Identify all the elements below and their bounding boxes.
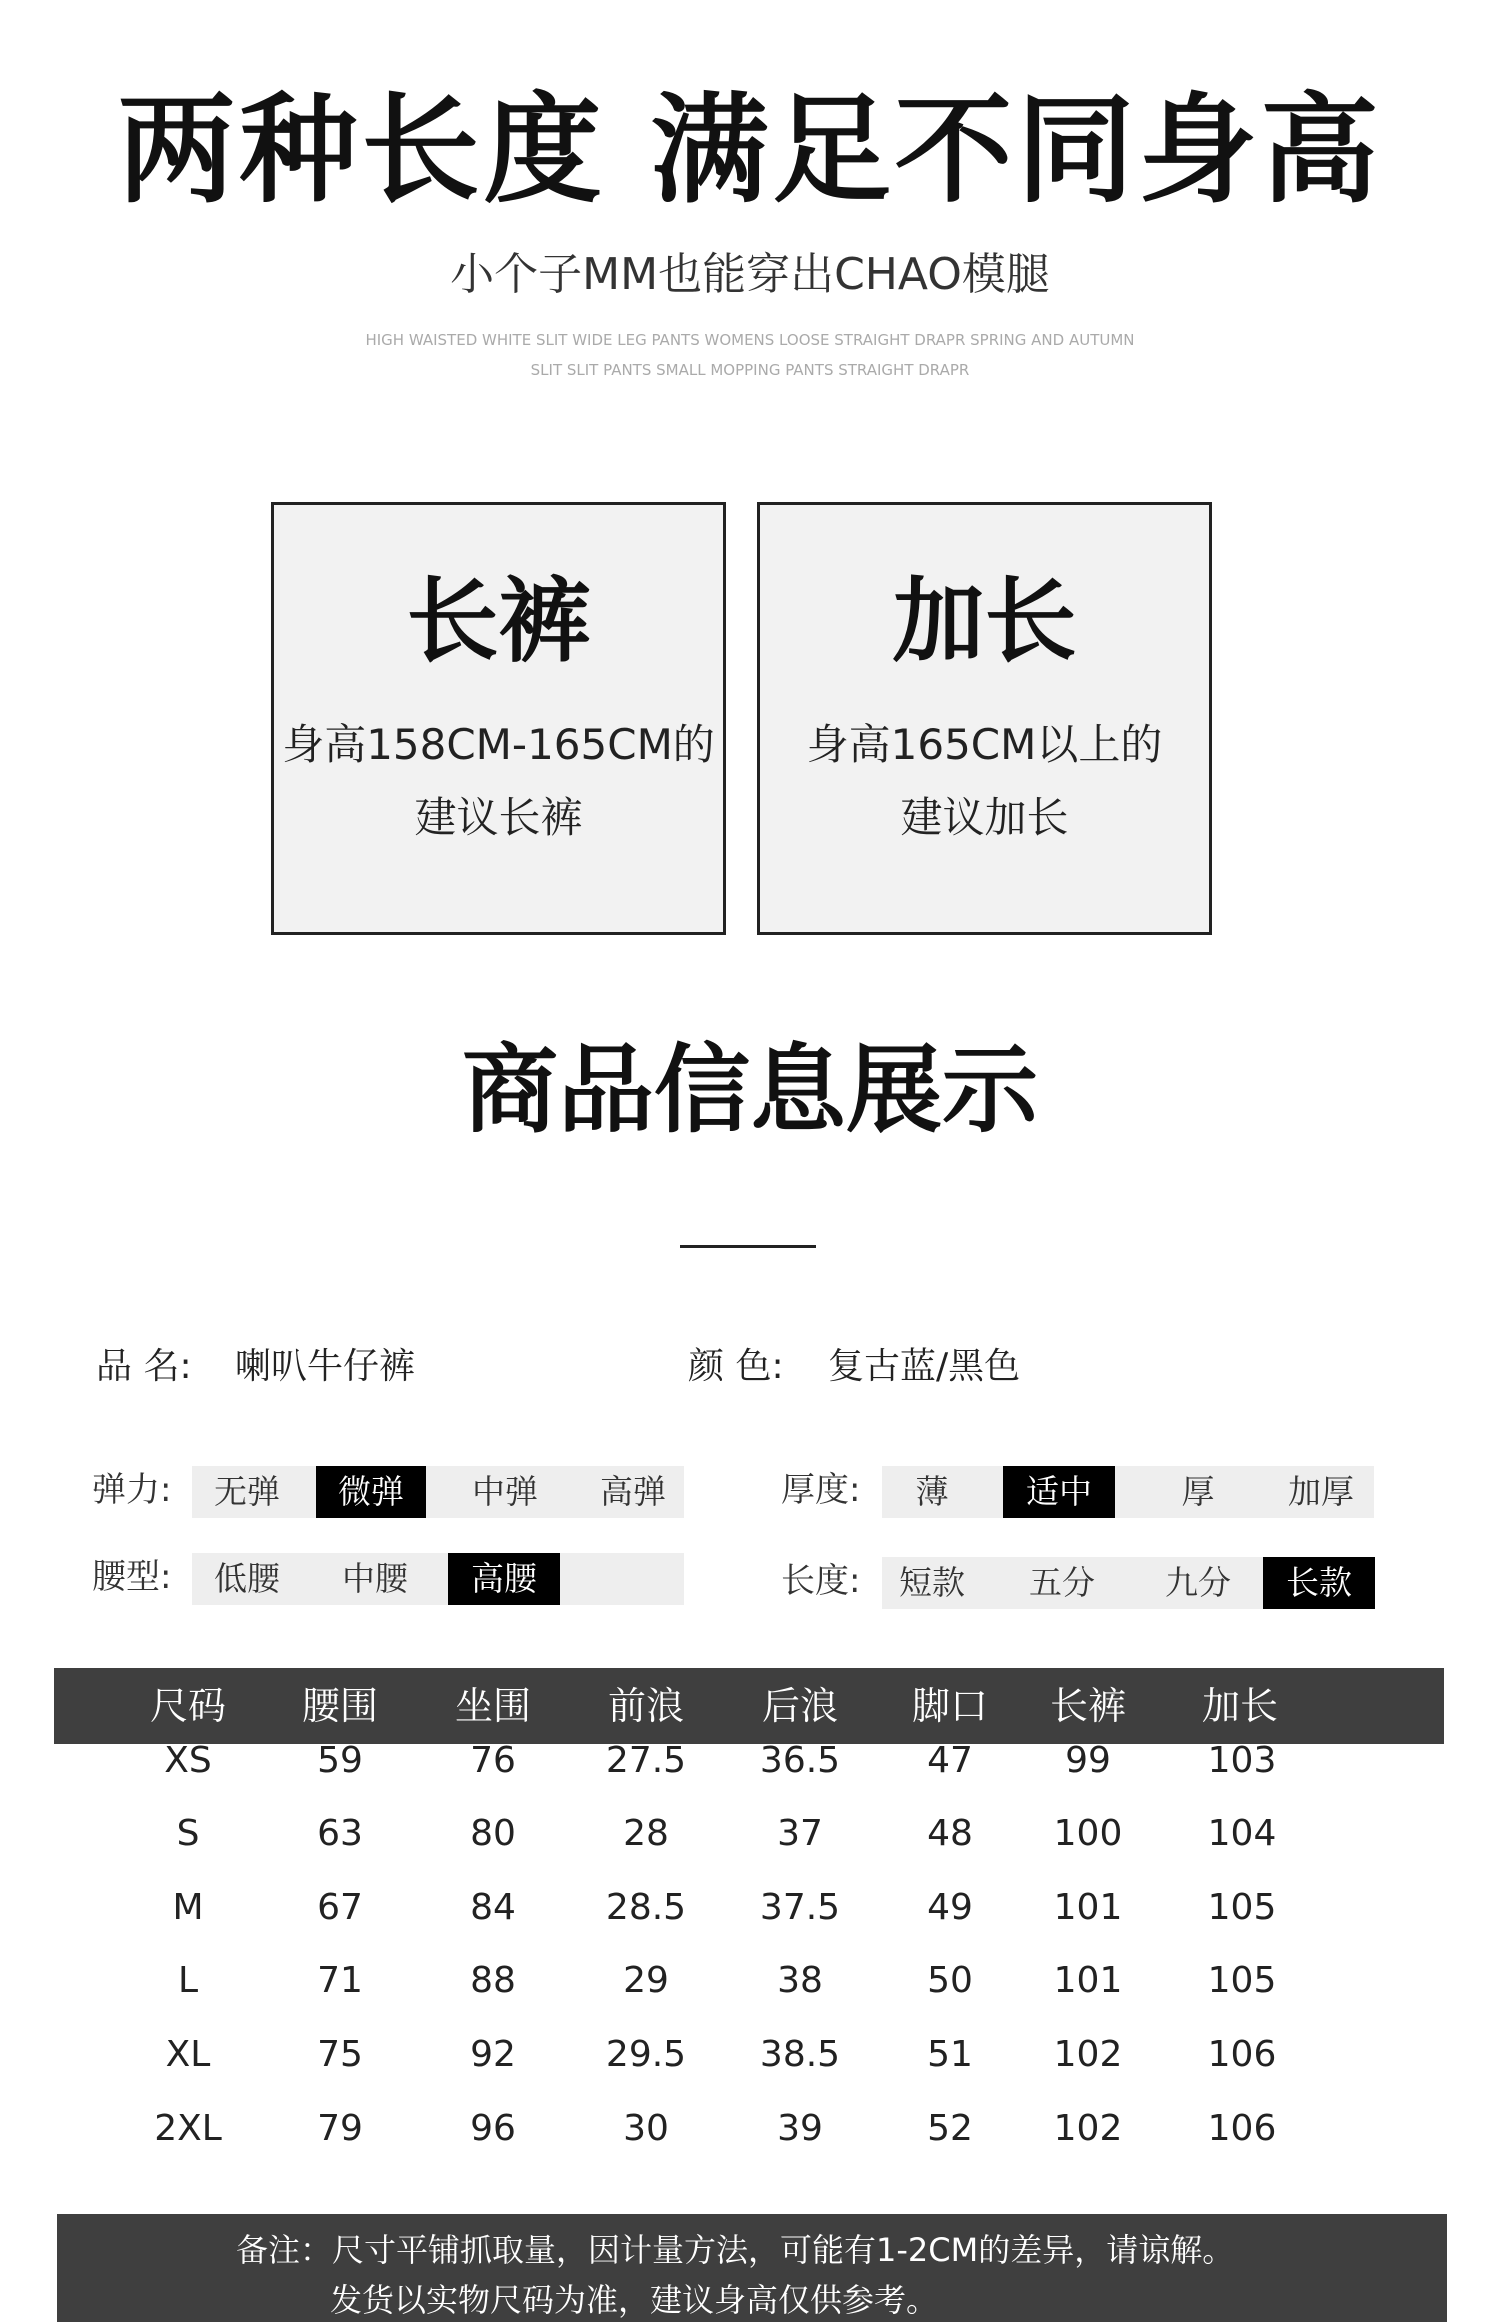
size-cell-value: 102: [1053, 2034, 1123, 2075]
size-cell-value: 79: [317, 2108, 363, 2149]
section-divider: [680, 1245, 816, 1248]
elasticity-option-none: 无弹: [214, 1472, 280, 1511]
size-cell-value: 100: [1053, 1813, 1123, 1854]
size-cell-value: 104: [1207, 1813, 1277, 1854]
size-cell-value: 47: [927, 1740, 973, 1781]
waist-option-low: 低腰: [214, 1559, 280, 1598]
elasticity-option-high: 高弹: [600, 1472, 666, 1511]
card-height-range: 身高158CM-165CM的: [282, 720, 715, 769]
size-cell-value: 36.5: [759, 1740, 841, 1781]
size-cell-value: 63: [317, 1813, 363, 1854]
note-line-2: 发货以实物尺码为准，建议身高仅供参考。: [330, 2281, 939, 2319]
product-name-value: 喇叭牛仔裤: [235, 1346, 416, 1387]
size-cell-size: 2XL: [154, 2108, 222, 2149]
thickness-option-medium-selected: 适中: [1003, 1466, 1115, 1518]
size-cell-value: 106: [1207, 2108, 1277, 2149]
size-cell-size: XL: [165, 2034, 211, 2075]
size-cell-value: 52: [927, 2108, 973, 2149]
size-header-hem: 脚口: [911, 1684, 988, 1728]
size-cell-value: 75: [317, 2034, 363, 2075]
size-header-size: 尺码: [149, 1684, 226, 1728]
size-cell-value: 92: [470, 2034, 516, 2075]
page-title: 两种长度 满足不同身高: [117, 81, 1383, 219]
card-title: 长裤: [406, 568, 591, 675]
size-cell-value: 37.5: [759, 1887, 841, 1928]
card-recommendation: 建议长裤: [414, 793, 583, 842]
size-cell-value: 84: [470, 1887, 516, 1928]
size-cell-value: 96: [470, 2108, 516, 2149]
section-title: 商品信息展示: [462, 1034, 1038, 1146]
card-title: 加长: [892, 568, 1077, 675]
english-caption-line-1: HIGH WAISTED WHITE SLIT WIDE LEG PANTS WOMENS LOOSE STRAIGHT DRAPR SPRING AND AUTUMN: [365, 331, 1135, 349]
length-label: 长度:: [781, 1561, 861, 1601]
card-height-range: 身高165CM以上的: [806, 720, 1163, 769]
waist-option-mid: 中腰: [342, 1559, 408, 1598]
size-cell-value: 38.5: [759, 2034, 841, 2075]
card-recommendation: 建议加长: [900, 793, 1069, 842]
size-cell-size: XS: [164, 1740, 212, 1781]
size-cell-value: 88: [470, 1960, 516, 2001]
size-cell-value: 37: [777, 1813, 823, 1854]
size-cell-value: 29: [623, 1960, 669, 2001]
english-caption-line-2: SLIT SLIT PANTS SMALL MOPPING PANTS STRAIGHT DRAPR: [530, 361, 970, 379]
page-subtitle: 小个子MM也能穿出CHAO模腿: [450, 249, 1050, 300]
size-cell-value: 71: [317, 1960, 363, 2001]
size-header-extended-length: 加长: [1201, 1684, 1278, 1728]
length-option-short: 短款: [899, 1563, 965, 1602]
size-cell-value: 59: [317, 1740, 363, 1781]
size-header-regular-length: 长裤: [1049, 1684, 1126, 1728]
size-cell-value: 105: [1207, 1887, 1277, 1928]
length-option-long-selected: 长款: [1263, 1557, 1375, 1609]
size-cell-value: 103: [1207, 1740, 1277, 1781]
thickness-option-extra-thick: 加厚: [1288, 1472, 1354, 1511]
size-cell-value: 27.5: [605, 1740, 687, 1781]
thickness-option-thick: 厚: [1181, 1472, 1215, 1511]
elasticity-option-medium: 中弹: [472, 1472, 538, 1511]
length-option-nine-tenths: 九分: [1165, 1563, 1231, 1602]
waist-label: 腰型:: [92, 1557, 172, 1597]
size-cell-value: 49: [927, 1887, 973, 1928]
elasticity-option-slight-selected: 微弹: [316, 1466, 426, 1518]
length-card-regular: [271, 502, 726, 935]
size-cell-value: 48: [927, 1813, 973, 1854]
size-cell-value: 29.5: [605, 2034, 687, 2075]
size-cell-value: 50: [927, 1960, 973, 2001]
size-cell-value: 99: [1065, 1740, 1111, 1781]
product-color-value: 复古蓝/黑色: [828, 1346, 1021, 1387]
size-cell-value: 28.5: [605, 1887, 687, 1928]
size-cell-size: L: [177, 1960, 199, 2001]
elasticity-label: 弹力:: [92, 1470, 172, 1510]
size-cell-value: 67: [317, 1887, 363, 1928]
size-header-back-rise: 后浪: [761, 1684, 838, 1728]
product-color-label: 颜 色:: [688, 1346, 784, 1387]
size-cell-value: 80: [470, 1813, 516, 1854]
size-cell-size: S: [176, 1813, 200, 1854]
size-cell-value: 38: [777, 1960, 823, 2001]
size-header-front-rise: 前浪: [607, 1684, 684, 1728]
size-cell-value: 28: [623, 1813, 669, 1854]
size-cell-value: 106: [1207, 2034, 1277, 2075]
note-line-1: 备注：尺寸平铺抓取量，因计量方法，可能有1-2CM的差异，请谅解。: [236, 2231, 1235, 2269]
size-cell-value: 101: [1053, 1960, 1123, 2001]
thickness-label: 厚度:: [781, 1470, 861, 1510]
size-cell-value: 30: [623, 2108, 669, 2149]
size-cell-value: 51: [927, 2034, 973, 2075]
size-cell-value: 101: [1053, 1887, 1123, 1928]
size-header-waist: 腰围: [301, 1684, 378, 1728]
size-cell-size: M: [172, 1887, 204, 1928]
size-cell-value: 102: [1053, 2108, 1123, 2149]
thickness-option-thin: 薄: [915, 1472, 949, 1511]
product-name-label: 品 名:: [96, 1346, 192, 1387]
length-card-extended: [757, 502, 1212, 935]
size-cell-value: 39: [777, 2108, 823, 2149]
size-cell-value: 105: [1207, 1960, 1277, 2001]
length-option-half: 五分: [1029, 1563, 1095, 1602]
size-header-hip: 坐围: [454, 1684, 531, 1728]
waist-option-high-selected: 高腰: [448, 1553, 560, 1605]
size-cell-value: 76: [470, 1740, 516, 1781]
